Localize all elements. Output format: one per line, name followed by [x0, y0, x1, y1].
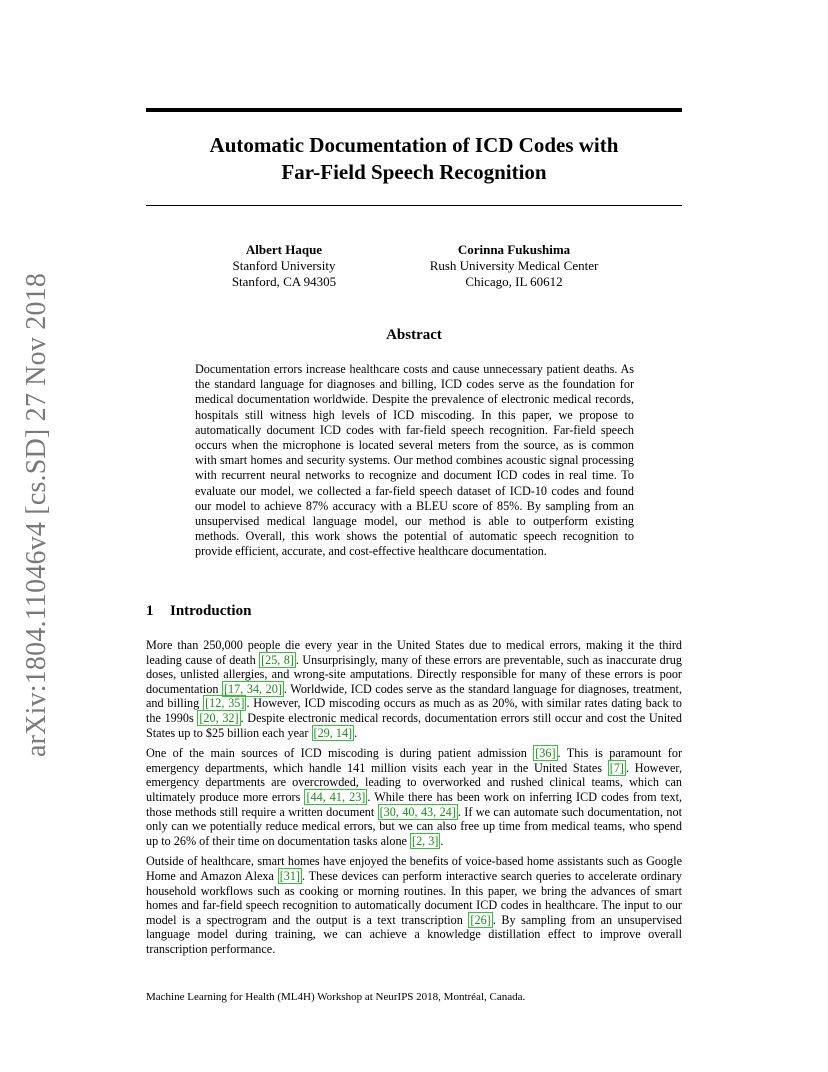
- citation-link[interactable]: [12, 35]: [205, 696, 245, 711]
- body-text: One of the main sources of ICD miscoding is during patient admission: [146, 746, 534, 761]
- title-line-1: Automatic Documentation of ICD Codes with: [209, 133, 619, 157]
- citation-link[interactable]: [31]: [279, 868, 300, 883]
- author-name: Albert Haque: [245, 242, 323, 257]
- body-text: More than 250,000 people die every year in the United States due to medical errors, making it the third leading cause of death: [146, 638, 682, 667]
- body-text: . Despite electronic medical records, documentation errors still occur and cost the United States up to $25 billion each year: [146, 710, 682, 740]
- citation-link[interactable]: [30, 40, 43, 24]: [379, 804, 456, 819]
- body-text: .: [440, 833, 444, 848]
- introduction-body: [146, 638, 682, 962]
- section-number: 1: [146, 603, 154, 619]
- intro-paragraph-3: [146, 854, 682, 956]
- body-text: . However, emergency departments are overcrowded, leading to overworked and rushed clinical teams, which can ultimately produce more errors: [146, 760, 683, 804]
- title-top-rule: [146, 108, 682, 112]
- body-text: . Worldwide, ICD codes serve as the standard language for diagnoses, treatment, and billing: [146, 681, 682, 711]
- citation-link[interactable]: [7]: [609, 760, 624, 775]
- section-title: Introduction: [170, 603, 252, 619]
- citation-link[interactable]: [29, 14]: [313, 725, 353, 740]
- body-text: . By sampling from an unsupervised language model during training, we can achieve a knowledge distillation effect to improve overall transcription performance.: [146, 912, 682, 956]
- author-location: Chicago, IL 60612: [465, 274, 563, 289]
- body-text: .: [354, 725, 358, 740]
- author-block-1: [196, 242, 372, 290]
- body-text: Outside of healthcare, smart homes have enjoyed the benefits of voice-based home assistants such as Google Home and Amazon Alexa: [146, 854, 682, 883]
- author-affiliation: Rush University Medical Center: [429, 258, 599, 273]
- intro-paragraph-2: [146, 746, 682, 848]
- citation-link[interactable]: [26]: [470, 912, 491, 927]
- body-text: . These devices can perform interactive search queries to accelerate ordinary household workflows such as cooking or morning routines. In this paper, we bring the advances of smart homes and far-field speech recognition to automatically document ICD codes in healthcare. The input to our model is a spectrogram and the output is a text transcription: [146, 868, 682, 927]
- body-text: . If we can automate such documentation, not only can we potentially reduce medical errors, but we can also free up time from medical teams, who spend up to 26% of their time on documentation tasks alone: [146, 804, 682, 848]
- author-location: Stanford, CA 94305: [231, 274, 337, 289]
- author-affiliation: Stanford University: [232, 258, 336, 273]
- intro-paragraph-1: [146, 638, 682, 740]
- citation-link[interactable]: [2, 3]: [412, 833, 439, 848]
- venue-footnote: Machine Learning for Health (ML4H) Workshop at NeurIPS 2018, Montréal, Canada.: [146, 991, 526, 1003]
- title-line-2: Far-Field Speech Recognition: [281, 160, 547, 184]
- paper-title: [146, 132, 682, 186]
- title-bottom-rule: [146, 205, 682, 206]
- citation-link[interactable]: [17, 34, 20]: [224, 681, 282, 696]
- abstract-text: Documentation errors increase healthcare costs and cause unnecessary patient deaths. As the standard language for diagnoses and billing, ICD codes serve as the foundation for medical documentation worldwide. Despite the prevalence of electronic medical records, hospitals still witness high levels of ICD miscoding. In this paper, we propose to automatically document ICD codes with far-field speech recognition. Far-field speech occurs when the microphone is located several meters from the source, as is common with smart homes and security systems. Our method combines acoustic signal processing with recurrent neural networks to recognize and document ICD codes in real time. To evaluate our model, we collected a far-field speech dataset of ICD-10 codes and found our model to achieve 87% accuracy with a BLEU score of 85%. By sampling from an unsupervised medical language model, our method is able to outperform existing methods. Overall, this work shows the potential of automatic speech recognition to provide efficient, accurate, and cost-effective healthcare documentation.: [195, 362, 634, 559]
- arxiv-identifier-stamp: arXiv:1804.11046v4 [cs.SD] 27 Nov 2018: [21, 272, 52, 757]
- body-text: . Unsurprisingly, many of these errors are preventable, such as inaccurate drug doses, unlisted allergies, and wrong-site amputations. Directly responsible for many of these errors is poor documentation: [146, 652, 682, 696]
- abstract-heading: Abstract: [386, 327, 442, 343]
- author-name: Corinna Fukushima: [457, 242, 571, 257]
- body-text: . While there has been work on inferring ICD codes from text, those methods still require a written document: [146, 789, 682, 819]
- citation-link[interactable]: [20, 32]: [199, 710, 239, 725]
- citation-link[interactable]: [44, 41, 23]: [306, 789, 366, 804]
- body-text: . However, ICD miscoding occurs as much as as 20%, with similar rates dating back to the 1990s: [146, 696, 682, 725]
- citation-link[interactable]: [36]: [535, 746, 556, 761]
- citation-link[interactable]: [25, 8]: [261, 652, 294, 667]
- body-text: . This is paramount for emergency departments, which handle 141 million visits each year in the United States: [146, 746, 682, 775]
- section-heading: [146, 603, 251, 620]
- author-block-2: [404, 242, 624, 290]
